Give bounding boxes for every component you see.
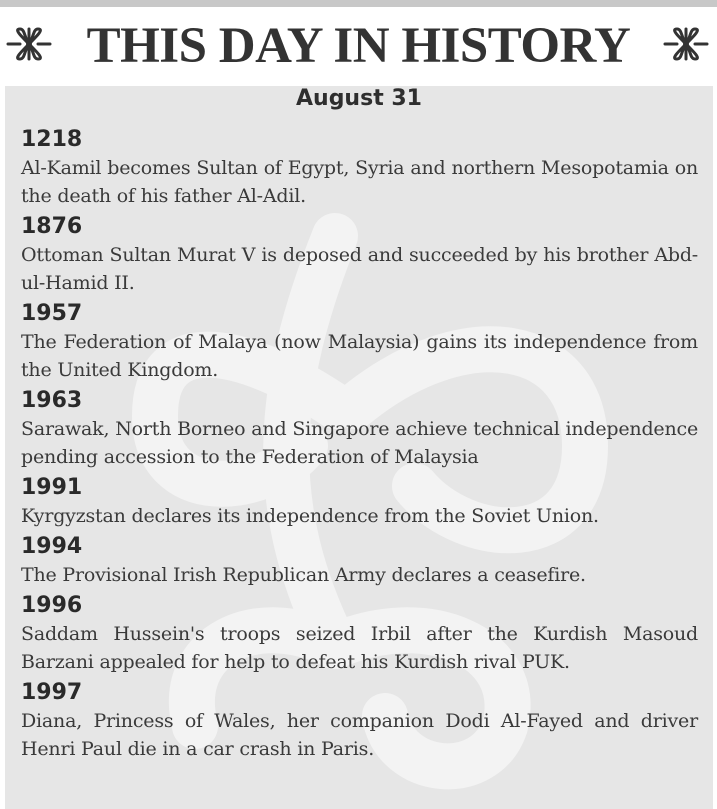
events-list xyxy=(21,126,698,766)
event-year: 1957 xyxy=(21,301,83,326)
list-item xyxy=(21,592,698,676)
date-heading: August 31 xyxy=(296,86,422,111)
list-item xyxy=(21,213,698,297)
event-year: 1218 xyxy=(21,127,83,152)
event-year: 1994 xyxy=(21,534,83,559)
event-description: Saddam Hussein's troops seized Irbil after the Kurdish Masoud Barzani appealed for help to defeat his Kurdish rival PUK. xyxy=(21,623,698,673)
list-item xyxy=(21,679,698,763)
event-description: Ottoman Sultan Murat V is deposed and succeeded by his brother Abd-ul-Hamid II. xyxy=(21,244,698,294)
list-item xyxy=(21,300,698,384)
event-description: Al-Kamil becomes Sultan of Egypt, Syria and northern Mesopotamia on the death of his father Al-Adil. xyxy=(21,157,698,207)
fleur-ornament-icon xyxy=(663,25,709,63)
top-rule xyxy=(0,0,717,7)
event-year: 1963 xyxy=(21,388,83,413)
list-item xyxy=(21,387,698,471)
history-panel xyxy=(5,86,713,809)
list-item xyxy=(21,474,698,530)
event-description: Diana, Princess of Wales, her companion Dodi Al-Fayed and driver Henri Paul die in a car crash in Paris. xyxy=(21,710,698,760)
header xyxy=(0,7,717,86)
event-year: 1996 xyxy=(21,593,83,618)
event-year: 1997 xyxy=(21,680,83,705)
list-item xyxy=(21,533,698,589)
page-title: THIS DAY IN HISTORY xyxy=(86,18,631,74)
event-year: 1876 xyxy=(21,214,83,239)
event-year: 1991 xyxy=(21,475,83,500)
event-description: The Federation of Malaya (now Malaysia) gains its independence from the United Kingdom. xyxy=(21,331,698,381)
fleur-ornament-icon xyxy=(6,25,52,63)
event-description: Sarawak, North Borneo and Singapore achieve technical independence pending accession to the Federation of Malaysia xyxy=(21,418,698,468)
list-item xyxy=(21,126,698,210)
event-description: Kyrgyzstan declares its independence from the Soviet Union. xyxy=(21,505,599,527)
event-description: The Provisional Irish Republican Army declares a ceasefire. xyxy=(21,564,586,586)
